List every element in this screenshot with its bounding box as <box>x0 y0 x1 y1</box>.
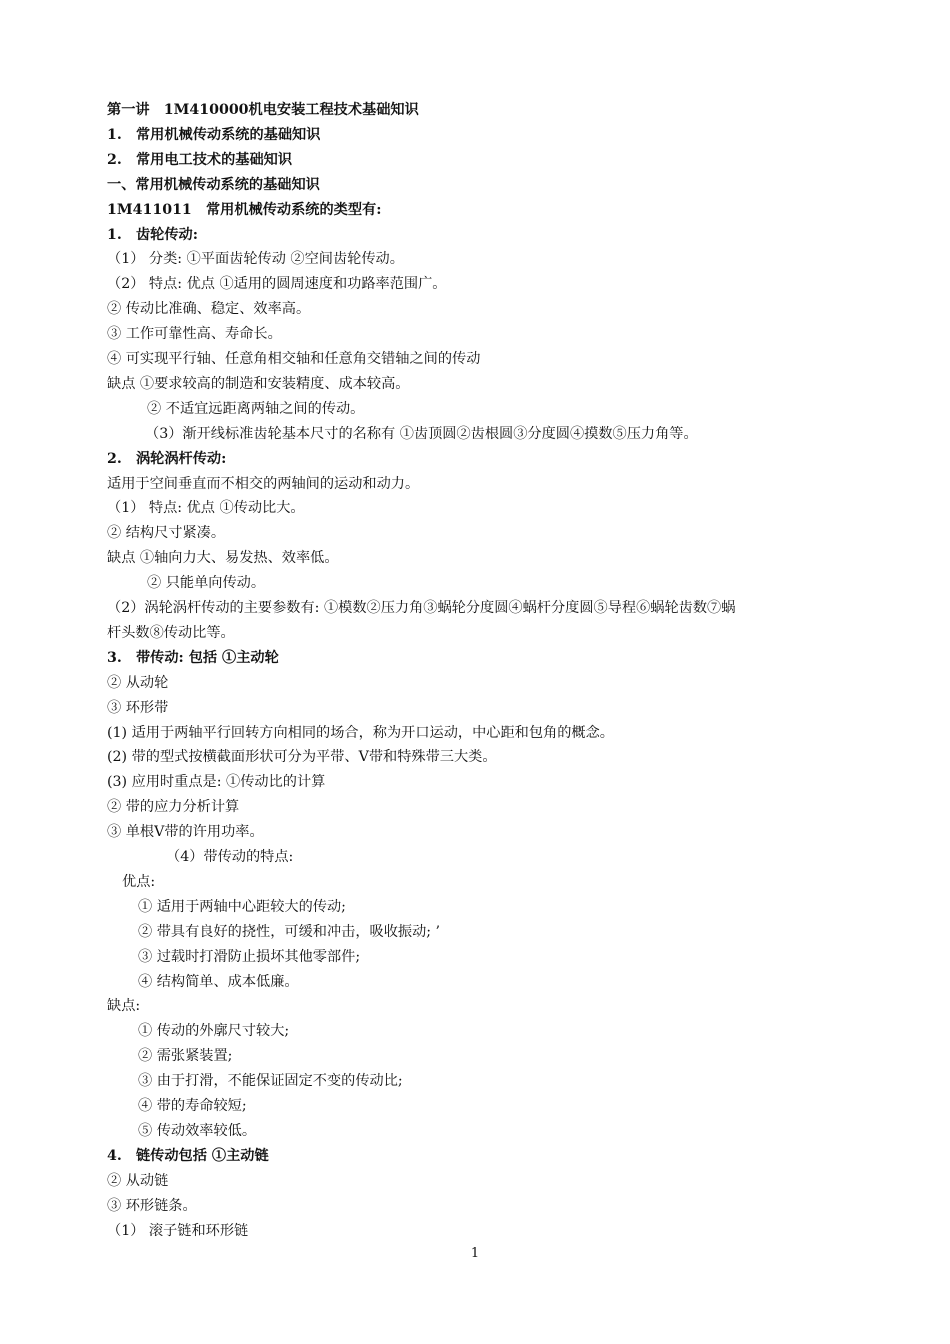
text-line: ② 从动链 <box>107 1172 169 1189</box>
text-line: 优点: <box>122 873 156 890</box>
text-line: (1) 适用于两轴平行回转方向相同的场合，称为开口运动，中心距和包角的概念。 <box>107 724 614 741</box>
text-line: ③ 单根V带的许用功率。 <box>107 824 264 841</box>
text-line: 杆头数⑧传动比等。 <box>107 624 235 641</box>
text-line: ② 结构尺寸紧凑。 <box>107 525 226 542</box>
page-number: 1 <box>470 1246 480 1261</box>
text-line: ② 只能单向传动。 <box>147 575 266 592</box>
text-line: ③ 过载时打滑防止损坏其他零部件; <box>138 948 361 965</box>
text-line: （4）带传动的特点: <box>166 849 294 865</box>
text-line: ① 传动的外廓尺寸较大; <box>138 1023 290 1040</box>
text-line: （1） 分类: ①平面齿轮传动 ②空间齿轮传动。 <box>107 251 404 268</box>
text-line: 缺点: <box>107 998 141 1015</box>
text-line: 1. 常用机械传动系统的基础知识 <box>107 126 321 143</box>
text-line: （2） 特点: 优点 ①适用的圆周速度和功路率范围广。 <box>107 276 447 293</box>
text-line: ② 不适宜远距离两轴之间的传动。 <box>147 400 365 417</box>
text-line: （2）涡轮涡杆传动的主要参数有: ①模数②压力角③蜗轮分度圆④蜗杆分度圆⑤导程⑥蜗轮齿数⑦蜗 <box>107 600 736 616</box>
text-line: （1） 滚子链和环形链 <box>107 1222 249 1239</box>
text-line: 缺点 ①轴向力大、易发热、效率低。 <box>107 550 339 567</box>
text-line: ③ 环形带 <box>107 699 169 716</box>
text-line: ④ 带的寿命较短; <box>138 1098 247 1114</box>
text-line: (2) 带的型式按横截面形状可分为平带、V带和特殊带三大类。 <box>107 749 497 766</box>
text-line: 适用于空间垂直而不相交的两轴间的运动和动力。 <box>107 475 420 492</box>
text-line: 一、常用机械传动系统的基础知识 <box>107 176 320 193</box>
text-line: （3）渐开线标准齿轮基本尺寸的名称有 ①齿顶圆②齿根圆③分度圆④摸数⑤压力角等。 <box>145 425 698 442</box>
text-line: 缺点 ①要求较高的制造和安装精度、成本较高。 <box>107 375 410 392</box>
text-line: ② 带具有良好的挠性，可缓和冲击，吸收振动; ’ <box>138 923 441 940</box>
text-line: ③ 工作可靠性高、寿命长。 <box>107 326 282 343</box>
text-line: 第一讲 1M410000机电安装工程技术基础知识 <box>107 102 419 118</box>
text-line: ⑤ 传动效率较低。 <box>138 1122 257 1139</box>
text-line: (3) 应用时重点是: ①传动比的计算 <box>107 774 326 791</box>
text-line: 2. 涡轮涡杆传动: <box>107 450 227 467</box>
text-line: ② 需张紧装置; <box>138 1048 233 1065</box>
text-line: ③ 环形链条。 <box>107 1197 197 1214</box>
text-line: ④ 结构简单、成本低廉。 <box>138 973 299 990</box>
text-line: ④ 可实现平行轴、任意角相交轴和任意角交错轴之间的传动 <box>107 351 481 367</box>
text-line: 4. 链传动包括 ①主动链 <box>107 1147 269 1164</box>
text-line: （1） 特点: 优点 ①传动比大。 <box>107 500 305 517</box>
text-line: ② 从动轮 <box>107 674 169 691</box>
text-line: ③ 由于打滑，不能保证固定不变的传动比; <box>138 1073 403 1090</box>
text-line: 1M411011 常用机械传动系统的类型有: <box>107 201 382 218</box>
text-line: 3. 带传动: 包括 ①主动轮 <box>107 649 279 666</box>
text-line: ② 传动比准确、稳定、效率高。 <box>107 301 311 318</box>
text-line: 1. 齿轮传动: <box>107 226 198 243</box>
text-line: ② 带的应力分析计算 <box>107 799 240 816</box>
text-line: 2. 常用电工技术的基础知识 <box>107 151 293 168</box>
text-line: ① 适用于两轴中心距较大的传动; <box>138 898 346 915</box>
